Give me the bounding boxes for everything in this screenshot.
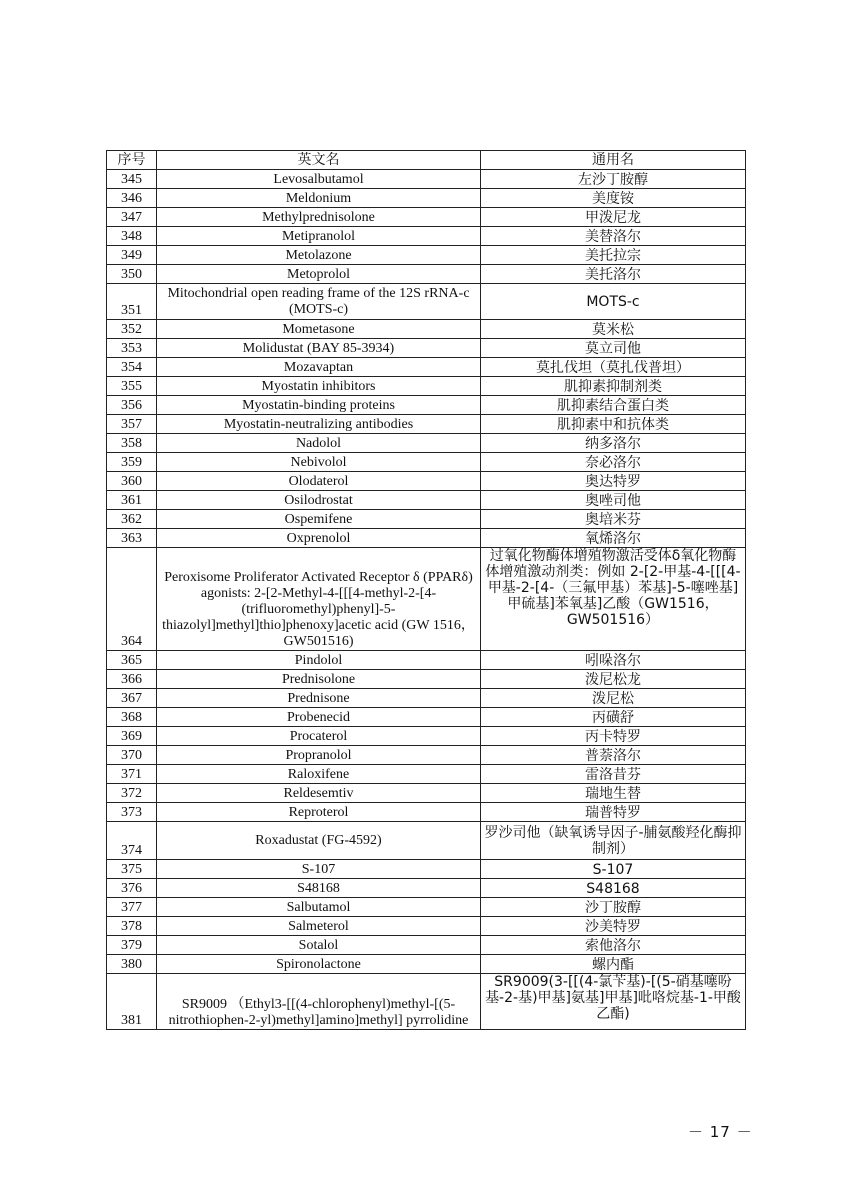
row-number: 380	[107, 955, 157, 974]
row-english-name: Propranolol	[157, 746, 481, 765]
row-common-name: MOTS-c	[481, 284, 746, 320]
row-common-name: 肌抑素中和抗体类	[481, 415, 746, 434]
row-english-name: Mometasone	[157, 320, 481, 339]
table-row	[107, 974, 746, 1030]
row-number: 350	[107, 265, 157, 284]
table-row	[107, 670, 746, 689]
row-number: 353	[107, 339, 157, 358]
row-number: 367	[107, 689, 157, 708]
table-row	[107, 529, 746, 548]
header-number: 序号	[107, 151, 157, 170]
table-row	[107, 339, 746, 358]
row-common-name: S-107	[481, 860, 746, 879]
row-common-name: 吲哚洛尔	[481, 651, 746, 670]
row-common-name: 氧烯洛尔	[481, 529, 746, 548]
table-row	[107, 765, 746, 784]
row-english-name: Pindolol	[157, 651, 481, 670]
table-row	[107, 689, 746, 708]
row-english-name: Nebivolol	[157, 453, 481, 472]
table-row	[107, 265, 746, 284]
table-row	[107, 227, 746, 246]
row-english-name: Raloxifene	[157, 765, 481, 784]
row-english-name: Levosalbutamol	[157, 170, 481, 189]
row-number: 370	[107, 746, 157, 765]
table-row	[107, 170, 746, 189]
row-common-name: 肌抑素结合蛋白类	[481, 396, 746, 415]
table-row	[107, 453, 746, 472]
table-row	[107, 860, 746, 879]
row-english-name: Myostatin-neutralizing antibodies	[157, 415, 481, 434]
row-english-name: S-107	[157, 860, 481, 879]
row-english-name: Meldonium	[157, 189, 481, 208]
table-row	[107, 822, 746, 860]
row-number: 369	[107, 727, 157, 746]
row-common-name: SR9009(3-[[(4-氯苄基)-[(5-硝基噻吩基-2-基)甲基]氨基]甲基]吡咯烷基-1-甲酸乙酯)	[481, 974, 746, 1030]
table-row	[107, 548, 746, 651]
row-common-name: 莫立司他	[481, 339, 746, 358]
row-common-name: S48168	[481, 879, 746, 898]
table-row	[107, 746, 746, 765]
row-english-name: SR9009 （Ethyl3-[[(4-chlorophenyl)methyl-[(5-nitrothiophen-2-yl)methyl]amino]methyl] pyrrolidine	[157, 974, 481, 1030]
table-row	[107, 434, 746, 453]
header-common-name: 通用名	[481, 151, 746, 170]
table-row	[107, 708, 746, 727]
row-number: 363	[107, 529, 157, 548]
row-common-name: 过氧化物酶体增殖物激活受体δ氧化物酶体增殖激动剂类：例如 2-[2-甲基-4-[[[4-甲基-2-[4-（三氟甲基）苯基]-5-噻唑基]甲硫基]苯氧基]乙酸（GW1516，GW501516）	[481, 548, 746, 651]
row-english-name: Prednisolone	[157, 670, 481, 689]
row-english-name: Procaterol	[157, 727, 481, 746]
substance-table	[106, 150, 746, 1030]
table-row	[107, 377, 746, 396]
table-body	[107, 170, 746, 1030]
table-row	[107, 284, 746, 320]
row-number: 373	[107, 803, 157, 822]
row-common-name: 奥培米芬	[481, 510, 746, 529]
row-common-name: 莫扎伐坦（莫扎伐普坦）	[481, 358, 746, 377]
row-common-name: 索他洛尔	[481, 936, 746, 955]
row-english-name: Reproterol	[157, 803, 481, 822]
row-number: 381	[107, 974, 157, 1030]
row-number: 347	[107, 208, 157, 227]
row-number: 364	[107, 548, 157, 651]
row-number: 349	[107, 246, 157, 265]
row-common-name: 螺内酯	[481, 955, 746, 974]
row-number: 375	[107, 860, 157, 879]
row-common-name: 丙卡特罗	[481, 727, 746, 746]
table-row	[107, 784, 746, 803]
row-number: 368	[107, 708, 157, 727]
row-common-name: 奥唑司他	[481, 491, 746, 510]
table-row	[107, 879, 746, 898]
table-row	[107, 510, 746, 529]
row-english-name: Salbutamol	[157, 898, 481, 917]
row-english-name: Osilodrostat	[157, 491, 481, 510]
row-common-name: 左沙丁胺醇	[481, 170, 746, 189]
row-english-name: Peroxisome Proliferator Activated Receptor δ (PPARδ) agonists: 2-[2-Methyl-4-[[[4-methyl-2-[4-(trifluoromethyl)phenyl]-5-thiazolyl]methyl]thio]phenoxy]acetic acid (GW 1516，GW501516)	[157, 548, 481, 651]
row-common-name: 泼尼松龙	[481, 670, 746, 689]
row-number: 345	[107, 170, 157, 189]
table-row	[107, 320, 746, 339]
row-number: 346	[107, 189, 157, 208]
table-row	[107, 727, 746, 746]
table-row	[107, 358, 746, 377]
row-number: 354	[107, 358, 157, 377]
row-number: 372	[107, 784, 157, 803]
row-english-name: Sotalol	[157, 936, 481, 955]
row-common-name: 泼尼松	[481, 689, 746, 708]
page-number: － 17 －	[688, 1123, 753, 1141]
row-number: 376	[107, 879, 157, 898]
row-number: 379	[107, 936, 157, 955]
row-english-name: Reldesemtiv	[157, 784, 481, 803]
row-common-name: 丙磺舒	[481, 708, 746, 727]
row-number: 357	[107, 415, 157, 434]
table-row	[107, 651, 746, 670]
row-english-name: Mozavaptan	[157, 358, 481, 377]
row-common-name: 沙丁胺醇	[481, 898, 746, 917]
row-common-name: 雷洛昔芬	[481, 765, 746, 784]
row-english-name: Probenecid	[157, 708, 481, 727]
row-number: 358	[107, 434, 157, 453]
table-row	[107, 472, 746, 491]
row-english-name: Mitochondrial open reading frame of the 12S rRNA-c (MOTS-c)	[157, 284, 481, 320]
row-english-name: Olodaterol	[157, 472, 481, 491]
row-number: 352	[107, 320, 157, 339]
row-english-name: Methylprednisolone	[157, 208, 481, 227]
row-common-name: 瑞普特罗	[481, 803, 746, 822]
row-common-name: 奥达特罗	[481, 472, 746, 491]
row-common-name: 甲泼尼龙	[481, 208, 746, 227]
row-number: 351	[107, 284, 157, 320]
table-row	[107, 803, 746, 822]
row-common-name: 瑞地生替	[481, 784, 746, 803]
row-number: 360	[107, 472, 157, 491]
table-row	[107, 189, 746, 208]
header-english-name: 英文名	[157, 151, 481, 170]
row-common-name: 肌抑素抑制剂类	[481, 377, 746, 396]
row-number: 359	[107, 453, 157, 472]
row-number: 371	[107, 765, 157, 784]
row-number: 365	[107, 651, 157, 670]
row-english-name: Myostatin inhibitors	[157, 377, 481, 396]
row-number: 348	[107, 227, 157, 246]
table-row	[107, 898, 746, 917]
row-number: 366	[107, 670, 157, 689]
row-english-name: Oxprenolol	[157, 529, 481, 548]
row-number: 378	[107, 917, 157, 936]
row-english-name: S48168	[157, 879, 481, 898]
row-english-name: Roxadustat (FG-4592)	[157, 822, 481, 860]
row-english-name: Molidustat (BAY 85-3934)	[157, 339, 481, 358]
row-english-name: Metolazone	[157, 246, 481, 265]
table-row	[107, 208, 746, 227]
table-header-row	[107, 151, 746, 170]
row-number: 355	[107, 377, 157, 396]
table-row	[107, 955, 746, 974]
row-english-name: Ospemifene	[157, 510, 481, 529]
row-english-name: Spironolactone	[157, 955, 481, 974]
table-row	[107, 491, 746, 510]
row-common-name: 普萘洛尔	[481, 746, 746, 765]
row-common-name: 美托洛尔	[481, 265, 746, 284]
row-number: 374	[107, 822, 157, 860]
table-row	[107, 917, 746, 936]
row-common-name: 奈必洛尔	[481, 453, 746, 472]
row-english-name: Metoprolol	[157, 265, 481, 284]
table-row	[107, 246, 746, 265]
row-number: 362	[107, 510, 157, 529]
row-common-name: 罗沙司他（缺氧诱导因子-脯氨酸羟化酶抑制剂）	[481, 822, 746, 860]
row-common-name: 沙美特罗	[481, 917, 746, 936]
row-common-name: 美托拉宗	[481, 246, 746, 265]
row-number: 377	[107, 898, 157, 917]
row-common-name: 美度铵	[481, 189, 746, 208]
row-common-name: 美替洛尔	[481, 227, 746, 246]
table-row	[107, 396, 746, 415]
row-english-name: Myostatin-binding proteins	[157, 396, 481, 415]
row-english-name: Salmeterol	[157, 917, 481, 936]
row-english-name: Metipranolol	[157, 227, 481, 246]
row-common-name: 纳多洛尔	[481, 434, 746, 453]
row-common-name: 莫米松	[481, 320, 746, 339]
table-row	[107, 415, 746, 434]
row-number: 356	[107, 396, 157, 415]
row-english-name: Prednisone	[157, 689, 481, 708]
table-row	[107, 936, 746, 955]
row-number: 361	[107, 491, 157, 510]
row-english-name: Nadolol	[157, 434, 481, 453]
